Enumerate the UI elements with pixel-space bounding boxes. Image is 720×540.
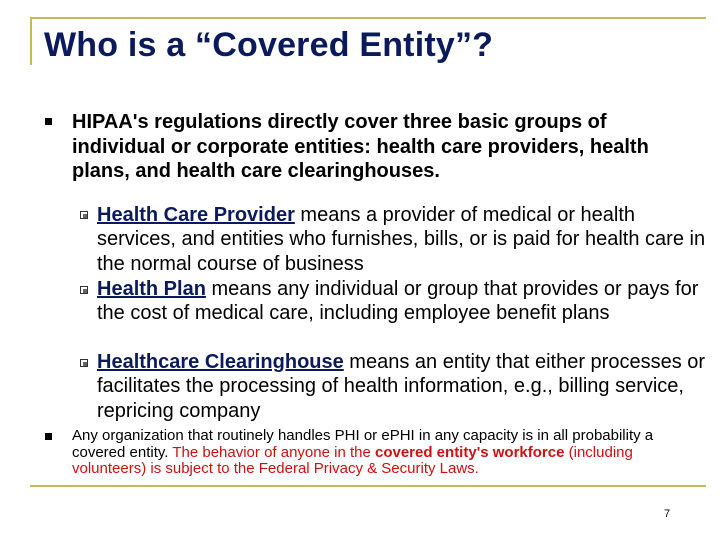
sub-item-health-care-provider [97, 203, 707, 276]
term-health-care-provider: Health Care Provider [97, 204, 295, 226]
checkbox-bullet-icon [80, 211, 88, 219]
bullet-main-2 [72, 428, 702, 478]
term-healthcare-clearinghouse: Healthcare Clearinghouse [97, 351, 344, 373]
sub-item-health-plan [97, 277, 707, 326]
bullet-2-red-text-end: (including volunteers) is subject to the Federal Privacy & Security Laws. [72, 443, 633, 477]
checkbox-bullet-icon [80, 286, 88, 294]
term-health-plan: Health Plan [97, 278, 206, 300]
slide-title: Who is a “Covered Entity”? [44, 26, 494, 64]
bottom-rule [30, 485, 706, 487]
bullet-2-red-text: The behavior of anyone in the [172, 443, 375, 461]
definition-text: means any individual or group that provides or pays for the cost of medical care, including employee benefit plans [97, 278, 699, 325]
definition-text: means a provider of medical or health services, and entities who furnishes, bills, or is paid for health care in the normal course of business [97, 204, 706, 275]
checkbox-bullet-icon [80, 359, 88, 367]
definition-text: means an entity that either processes or facilitates the processing of health information, e.g., billing service, repricing company [97, 351, 706, 422]
page-number: 7 [664, 508, 671, 520]
left-rule [30, 17, 32, 65]
sub-item-healthcare-clearinghouse [97, 350, 707, 423]
bullet-2-workforce-text: covered entity's workforce [374, 443, 565, 461]
bullet-square-icon [45, 118, 52, 125]
bullet-square-icon [45, 433, 52, 440]
bullet-2-plain-text: Any organization that routinely handles PHI or ePHI in any capacity is in all probability a covered entity. [72, 427, 654, 461]
bullet-main-1: HIPAA's regulations directly cover three basic groups of individual or corporate entities: health care providers, health plans, and health care clearinghouses. [72, 111, 649, 182]
top-rule [30, 17, 706, 19]
